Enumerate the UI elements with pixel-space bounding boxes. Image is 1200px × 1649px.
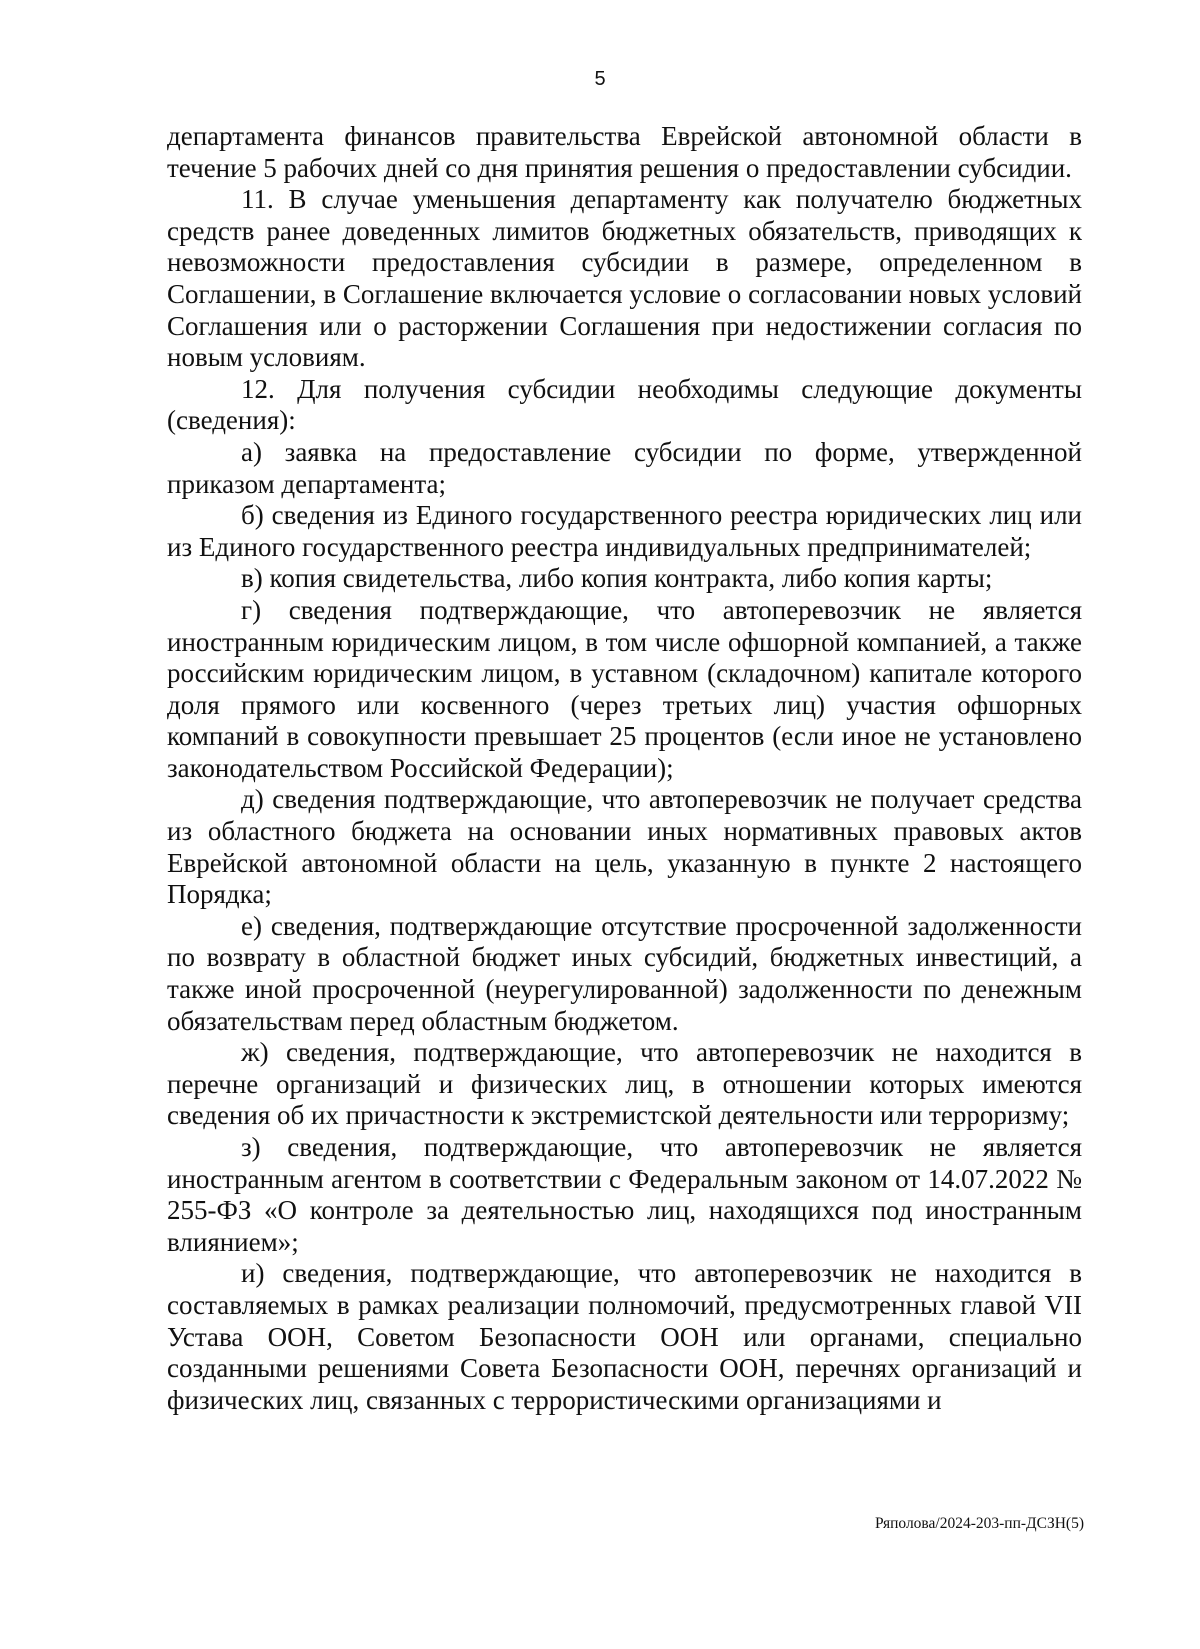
paragraph-continuation: департамента финансов правительства Еврейской автономной области в течение 5 рабочих дней со дня принятия решения о предоставлении субсидии. [167, 121, 1082, 183]
document-body [167, 121, 1082, 1416]
subitem-d: д) сведения подтверждающие, что автоперевозчик не получает средства из областного бюджета на основании иных нормативных правовых актов Еврейской автономной области на цель, указанную в пункте 2 настоящего Порядка; [167, 784, 1082, 910]
subitem-v: в) копия свидетельства, либо копия контракта, либо копия карты; [241, 563, 993, 594]
subitem-zh: ж) сведения, подтверждающие, что автоперевозчик не находится в перечне организаций и физических лиц, в отношении которых имеются сведения об их причастности к экстремистской деятельности или терроризму; [167, 1037, 1082, 1131]
subitem-b: б) сведения из Единого государственного реестра юридических лиц или из Единого государственного реестра индивидуальных предпринимателей; [167, 500, 1082, 562]
paragraph-item-11: 11. В случае уменьшения департаменту как получателю бюджетных средств ранее доведенных лимитов бюджетных обязательств, приводящих к невозможности предоставления субсидии в размере, определенном в Соглашении, в Соглашение включается условие о согласовании новых условий Соглашения или о расторжении Соглашения при недостижении согласия по новым условиям. [167, 184, 1082, 373]
paragraph-item-12: 12. Для получения субсидии необходимы следующие документы (сведения): [167, 373, 1082, 436]
page-number: 5 [594, 68, 606, 90]
subitem-i: и) сведения, подтверждающие, что автоперевозчик не находится в составляемых в рамках реализации полномочий, предусмотренных главой VII Устава ООН, Советом Безопасности ООН или органами, специально созданными решениями Совета Безопасности ООН, перечнях организаций и физических лиц, связанных с террористическими организациями и [167, 1258, 1082, 1415]
subitem-a: а) заявка на предоставление субсидии по форме, утвержденной приказом департамента; [167, 436, 1082, 499]
subitem-e: е) сведения, подтверждающие отсутствие просроченной задолженности по возврату в областной бюджет иных субсидий, бюджетных инвестиций, а также иной просроченной (неурегулированной) задолженности по денежным обязательствам перед областным бюджетом. [167, 910, 1082, 1036]
subitem-z: з) сведения, подтверждающие, что автоперевозчик не является иностранным агентом в соответствии с Федеральным законом от 14.07.2022 № 255-ФЗ «О контроле за деятельностью лиц, находящихся под иностранным влиянием»; [167, 1132, 1082, 1257]
subitem-g: г) сведения подтверждающие, что автоперевозчик не является иностранным юридическим лицом, в том числе офшорной компанией, а также российским юридическим лицом, в уставном (складочном) капитале которого доля прямого или косвенного (через третьих лиц) участия офшорных компаний в совокупности превышает 25 процентов (если иное не установлено законодательством Российской Федерации); [167, 594, 1082, 783]
document-reference-code: Ряполова/2024-203-пп-ДСЗН(5) [874, 1515, 1084, 1532]
